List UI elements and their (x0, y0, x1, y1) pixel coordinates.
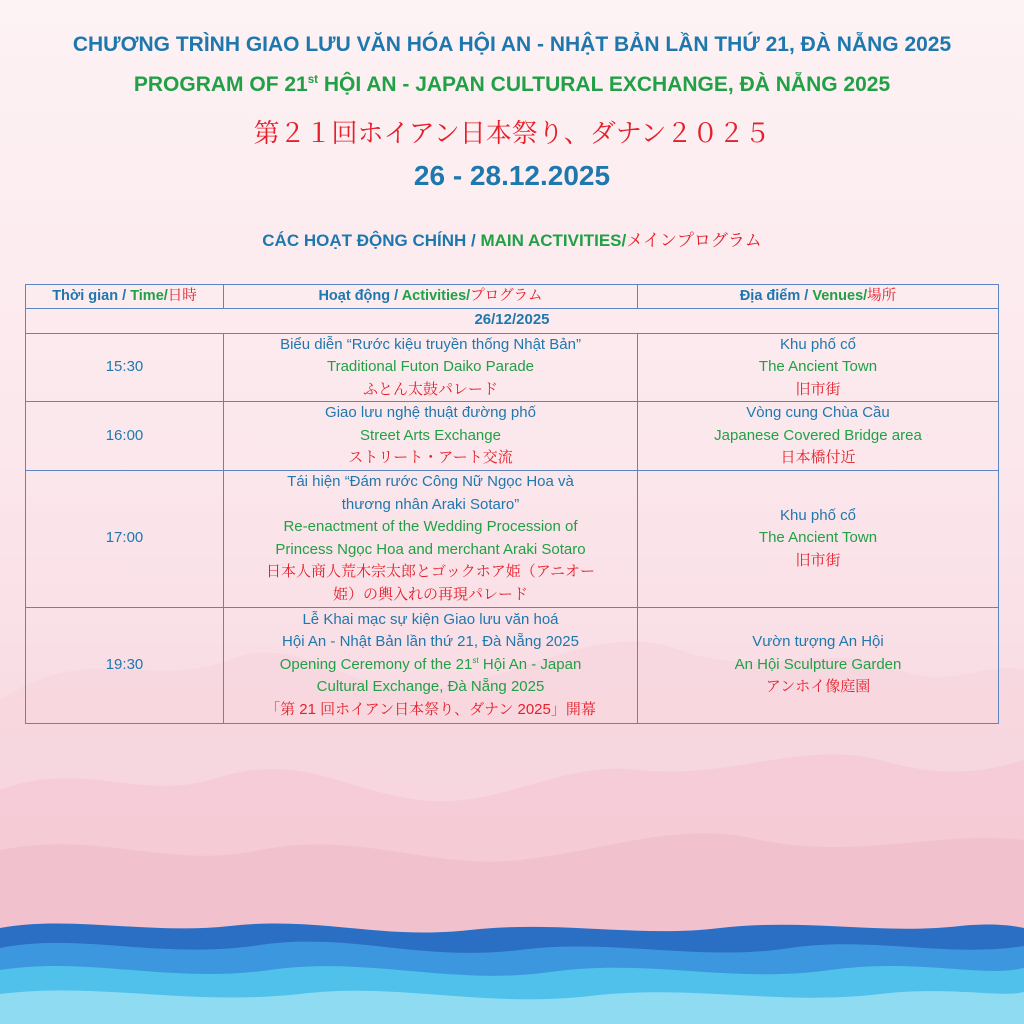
title-japanese: 第２１回ホイアン日本祭り、ダナン２０２５ (253, 119, 771, 149)
activity-vi: Hội An - Nhật Bản lần thứ 21, Đà Nẵng 2025 (282, 633, 579, 651)
row-activity (224, 333, 638, 402)
activity-vi: Giao lưu nghệ thuật đường phố (325, 404, 536, 421)
title-english: PROGRAM OF 21st HỘI AN - JAPAN CULTURAL EXCHANGE, ĐÀ NẴNG 2025 (133, 73, 891, 96)
table-row (26, 470, 999, 607)
row-venue (638, 333, 999, 402)
row-time: 15:30 (26, 333, 224, 402)
activity-vi: Tái hiện “Đám rước Công Nữ Ngọc Hoa và (287, 473, 574, 490)
row-venue (638, 402, 999, 471)
row-venue (638, 470, 999, 607)
table-row (26, 333, 999, 402)
activity-ja: 「第 21 回ホイアン日本祭り、ダナン 2025」開幕 (265, 700, 596, 718)
venue-vi: Vòng cung Chùa Cầu (746, 404, 890, 421)
activity-en: Traditional Futon Daiko Parade (326, 358, 535, 375)
activity-en: Princess Ngọc Hoa and merchant Araki Sotaro (275, 540, 586, 558)
activity-en: Street Arts Exchange (360, 426, 501, 444)
activity-vi: Biểu diễn “Rước kiệu truyền thống Nhật Bản” (280, 335, 581, 353)
row-activity (224, 607, 638, 723)
table-row (26, 607, 999, 723)
date-row (26, 308, 999, 333)
title-vietnamese: CHƯƠNG TRÌNH GIAO LƯU VĂN HÓA HỘI AN - NHẬT BẢN LẦN THỨ 21, ĐÀ NẴNG 2025 (72, 33, 952, 56)
venue-vi: Khu phố cổ (780, 506, 856, 524)
venue-ja: 日本橋付近 (780, 449, 856, 466)
table-header-row (26, 285, 999, 309)
venue-ja: 旧市街 (795, 380, 841, 398)
row-activity (224, 470, 638, 607)
activity-ja: 日本人商人荒木宗太郎とゴックホア姫（アニオー (266, 563, 595, 580)
row-activity (224, 402, 638, 471)
venue-en: Japanese Covered Bridge area (714, 426, 922, 444)
venue-ja: アンホイ像庭園 (765, 678, 871, 696)
activity-en: Cultural Exchange, Đà Nẵng 2025 (316, 678, 545, 696)
activity-ja: ストリート・アート交流 (348, 449, 513, 466)
venue-vi: Vườn tượng An Hội (752, 633, 884, 651)
venue-vi: Khu phố cổ (780, 335, 856, 353)
activity-ja: ふとん太鼓パレード (362, 380, 498, 398)
table-row (26, 402, 999, 471)
waves (0, 923, 1024, 1024)
row-time: 19:30 (26, 607, 224, 723)
row-time: 17:00 (26, 470, 224, 607)
activity-vi: Lễ Khai mạc sự kiện Giao lưu văn hoá (302, 610, 559, 628)
row-venue (638, 607, 999, 723)
header-venue: Địa điểm / Venues/場所 (638, 285, 999, 309)
header-time: Thời gian / Time/日時 (26, 285, 224, 309)
activity-ja: 姫）の輿入れの再現パレード (332, 585, 528, 603)
venue-ja: 旧市街 (795, 551, 841, 569)
event-dates: 26 - 28.12.2025 (413, 160, 611, 191)
venue-en: The Ancient Town (758, 529, 878, 547)
activity-en: Opening Ceremony of the 21st Hội An - Japan (279, 655, 582, 673)
activity-en: Re-enactment of the Wedding Procession of (283, 518, 578, 535)
schedule-table (25, 284, 999, 724)
row-time: 16:00 (26, 402, 224, 471)
venue-en: An Hội Sculpture Garden (734, 655, 902, 673)
section-heading: CÁC HOẠT ĐỘNG CHÍNH / MAIN ACTIVITIES/メインプログラム (262, 231, 762, 250)
activity-vi: thương nhân Araki Sotaro” (341, 495, 520, 513)
venue-en: The Ancient Town (758, 358, 878, 375)
header-activity: Hoạt động / Activities/プログラム (224, 285, 638, 309)
schedule-date: 26/12/2025 (26, 308, 999, 333)
